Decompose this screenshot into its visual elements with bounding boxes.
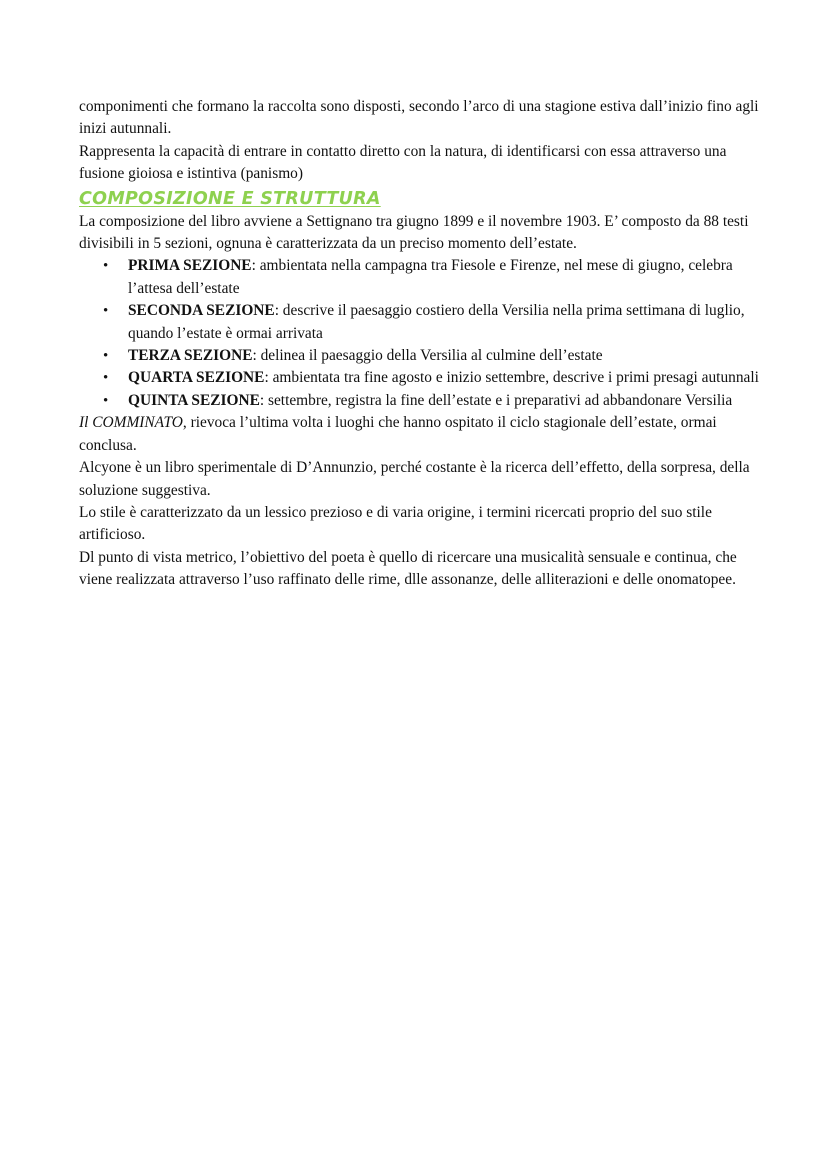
closing-paragraph-3: Dl punto di vista metrico, l’obiettivo del poeta è quello di ricercare una musicalità sensuale e continua, che viene realizzata attraverso l’uso raffinato delle rime, dlle assonanze, delle alliterazioni e delle onomatopee. — [79, 548, 737, 589]
list-item — [79, 255, 759, 300]
bullet-icon: • — [103, 303, 109, 320]
section-text: : settembre, registra la fine dell’estate e i preparativi ad abbandonare Versilia — [259, 391, 733, 409]
section-text: : descrive il paesaggio costiero della Versilia nella prima settimana di luglio, quando l’estate è ormai arrivata — [128, 302, 745, 342]
list-item — [79, 300, 759, 345]
bullet-icon: • — [103, 392, 109, 409]
section-title: TERZA SEZIONE — [128, 347, 253, 365]
comminato-title: Il COMMINATO — [79, 414, 183, 432]
section-heading: COMPOSIZIONE E STRUTTURA — [79, 188, 381, 209]
composition-paragraph: La composizione del libro avviene a Settignano tra giugno 1899 e il novembre 1903. E’ composto da 88 testi divisibili in 5 sezioni, ognuna è caratterizzata da un preciso momento dell’estate. — [79, 212, 749, 253]
section-title: SECONDA SEZIONE — [128, 302, 275, 320]
list-item — [79, 367, 759, 389]
section-text: : ambientata tra fine agosto e inizio settembre, descrive i primi presagi autunnali — [264, 369, 759, 387]
bullet-icon: • — [103, 370, 109, 387]
closing-paragraph-1: Alcyone è un libro sperimentale di D’Annunzio, perché costante è la ricerca dell’effetto, della sorpresa, della soluzione suggestiva. — [79, 459, 750, 499]
section-title: QUINTA SEZIONE — [128, 391, 260, 409]
comminato-paragraph — [79, 412, 759, 457]
bullet-icon: • — [103, 258, 109, 275]
intro-paragraph-2: Rappresenta la capacità di entrare in contatto diretto con la natura, di identificarsi con essa attraverso una fusione gioiosa e istintiva (panismo) — [79, 142, 727, 183]
section-title: PRIMA SEZIONE — [128, 257, 252, 275]
list-item — [79, 345, 759, 367]
document-page — [79, 96, 759, 592]
closing-paragraph-2: Lo stile è caratterizzato da un lessico prezioso e di varia origine, i termini ricercati proprio del suo stile artificioso. — [79, 503, 712, 544]
sections-list — [79, 255, 759, 412]
list-item — [79, 390, 759, 412]
section-text: : ambientata nella campagna tra Fiesole e Firenze, nel mese di giugno, celebra l’attesa dell’estate — [128, 257, 733, 297]
intro-paragraph-1: componimenti che formano la raccolta sono disposti, secondo l’arco di una stagione estiva dall’inizio fino agli inizi autunnali. — [79, 98, 759, 138]
section-title: QUARTA SEZIONE — [128, 369, 265, 387]
section-text: : delinea il paesaggio della Versilia al culmine dell’estate — [252, 347, 603, 365]
comminato-text: , rievoca l’ultima volta i luoghi che hanno ospitato il ciclo stagionale dell’estate, ormai conclusa. — [79, 414, 717, 454]
bullet-icon: • — [103, 348, 109, 365]
